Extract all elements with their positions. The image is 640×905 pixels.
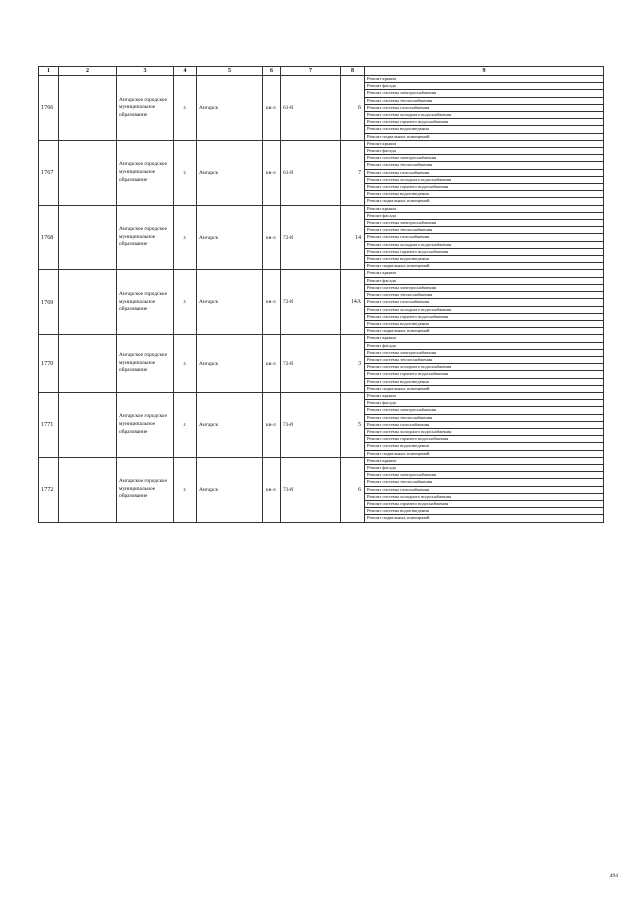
work-item: Ремонт системы теплоснабжения (365, 292, 604, 299)
work-item: Ремонт системы водоотведения (365, 320, 604, 327)
page-number: 494 (609, 873, 618, 879)
col-header-6: 6 (263, 67, 281, 76)
work-item: Ремонт подвальных помещений (365, 385, 604, 392)
street-name: 72-й (281, 270, 341, 335)
work-item: Ремонт подвальных помещений (365, 515, 604, 522)
house-number: 6 (341, 76, 365, 141)
table-row (39, 76, 604, 83)
work-item: Ремонт системы электроснабжения (365, 284, 604, 291)
empty-cell (59, 205, 117, 270)
work-item: Ремонт системы газоснабжения (365, 486, 604, 493)
city-name: Ангарск (197, 270, 263, 335)
record-number: 1766 (39, 76, 59, 141)
record-number: 1771 (39, 392, 59, 457)
work-item: Ремонт крыши (365, 76, 604, 83)
city-name: Ангарск (197, 76, 263, 141)
work-item: Ремонт системы горячего водоснабжения (365, 313, 604, 320)
work-item: Ремонт крыши (365, 457, 604, 464)
empty-cell (59, 392, 117, 457)
work-item: Ремонт системы холодного водоснабжения (365, 176, 604, 183)
work-item: Ремонт системы водоотведения (365, 508, 604, 515)
col-header-8: 8 (341, 67, 365, 76)
work-item: Ремонт системы газоснабжения (365, 169, 604, 176)
work-item: Ремонт крыши (365, 335, 604, 342)
municipality-name: Ангарское городское муниципальное образование (117, 457, 174, 522)
record-number: 1767 (39, 140, 59, 205)
house-number: 5 (341, 392, 365, 457)
work-item: Ремонт фасада (365, 400, 604, 407)
street-name: 73-й (281, 392, 341, 457)
house-number: 3 (341, 335, 365, 393)
col-header-3: 3 (117, 67, 174, 76)
work-item: Ремонт системы электроснабжения (365, 349, 604, 356)
empty-cell (59, 457, 117, 522)
table-body (39, 76, 604, 523)
work-item: Ремонт системы теплоснабжения (365, 227, 604, 234)
table-row (39, 270, 604, 277)
col-header-5: 5 (197, 67, 263, 76)
empty-cell (59, 270, 117, 335)
col-header-4: 4 (174, 67, 197, 76)
house-number: 7 (341, 140, 365, 205)
empty-cell (59, 140, 117, 205)
municipality-name: Ангарское городское муниципальное образование (117, 205, 174, 270)
empty-cell (59, 76, 117, 141)
house-number: 14А (341, 270, 365, 335)
table-row (39, 140, 604, 147)
city-name: Ангарск (197, 205, 263, 270)
street-type: кв-л (263, 392, 281, 457)
work-item: Ремонт подвальных помещений (365, 328, 604, 335)
work-item: Ремонт фасада (365, 212, 604, 219)
work-item: Ремонт фасада (365, 277, 604, 284)
work-item: Ремонт фасада (365, 342, 604, 349)
city-name: Ангарск (197, 335, 263, 393)
record-number: 1769 (39, 270, 59, 335)
work-item: Ремонт системы холодного водоснабжения (365, 241, 604, 248)
work-item: Ремонт системы горячего водоснабжения (365, 371, 604, 378)
settlement-type: г. (174, 76, 197, 141)
municipality-name: Ангарское городское муниципальное образование (117, 392, 174, 457)
table-row (39, 335, 604, 342)
work-item: Ремонт крыши (365, 140, 604, 147)
street-type: кв-л (263, 457, 281, 522)
settlement-type: г. (174, 392, 197, 457)
work-item: Ремонт системы водоотведения (365, 191, 604, 198)
work-item: Ремонт системы электроснабжения (365, 407, 604, 414)
empty-cell (59, 335, 117, 393)
col-header-2: 2 (59, 67, 117, 76)
record-number: 1772 (39, 457, 59, 522)
work-item: Ремонт системы электроснабжения (365, 472, 604, 479)
municipality-name: Ангарское городское муниципальное образование (117, 335, 174, 393)
city-name: Ангарск (197, 392, 263, 457)
col-header-9: 9 (365, 67, 604, 76)
work-item: Ремонт крыши (365, 392, 604, 399)
work-item: Ремонт системы газоснабжения (365, 104, 604, 111)
work-item: Ремонт системы холодного водоснабжения (365, 493, 604, 500)
work-item: Ремонт системы газоснабжения (365, 299, 604, 306)
street-type: кв-л (263, 140, 281, 205)
work-item: Ремонт фасада (365, 83, 604, 90)
work-item: Ремонт крыши (365, 205, 604, 212)
street-name: 72-й (281, 335, 341, 393)
street-type: кв-л (263, 76, 281, 141)
col-header-7: 7 (281, 67, 341, 76)
work-item: Ремонт системы горячего водоснабжения (365, 436, 604, 443)
work-item: Ремонт подвальных помещений (365, 450, 604, 457)
work-item: Ремонт системы горячего водоснабжения (365, 500, 604, 507)
settlement-type: г. (174, 457, 197, 522)
work-item: Ремонт системы газоснабжения (365, 421, 604, 428)
work-item: Ремонт крыши (365, 270, 604, 277)
work-item: Ремонт системы холодного водоснабжения (365, 428, 604, 435)
street-type: кв-л (263, 205, 281, 270)
record-number: 1770 (39, 335, 59, 393)
house-number: 14 (341, 205, 365, 270)
document-sheet (38, 66, 603, 523)
municipality-name: Ангарское городское муниципальное образование (117, 76, 174, 141)
house-number: 6 (341, 457, 365, 522)
settlement-type: г. (174, 335, 197, 393)
record-number: 1768 (39, 205, 59, 270)
work-item: Ремонт фасада (365, 464, 604, 471)
table-row (39, 457, 604, 464)
street-name: 61-й (281, 76, 341, 141)
work-item: Ремонт фасада (365, 148, 604, 155)
work-item: Ремонт системы газоснабжения (365, 234, 604, 241)
table-row (39, 392, 604, 399)
street-name: 73-й (281, 457, 341, 522)
work-item: Ремонт системы водоотведения (365, 378, 604, 385)
work-item: Ремонт системы горячего водоснабжения (365, 248, 604, 255)
work-item: Ремонт системы теплоснабжения (365, 414, 604, 421)
work-item: Ремонт системы холодного водоснабжения (365, 112, 604, 119)
municipality-name: Ангарское городское муниципальное образование (117, 140, 174, 205)
work-item: Ремонт системы теплоснабжения (365, 356, 604, 363)
work-item: Ремонт подвальных помещений (365, 133, 604, 140)
work-item: Ремонт системы холодного водоснабжения (365, 306, 604, 313)
work-item: Ремонт системы теплоснабжения (365, 97, 604, 104)
col-header-1: 1 (39, 67, 59, 76)
street-type: кв-л (263, 270, 281, 335)
street-name: 72-й (281, 205, 341, 270)
work-item: Ремонт системы электроснабжения (365, 220, 604, 227)
street-name: 61-й (281, 140, 341, 205)
work-item: Ремонт системы электроснабжения (365, 90, 604, 97)
repair-register-table (38, 66, 604, 523)
settlement-type: г. (174, 205, 197, 270)
city-name: Ангарск (197, 457, 263, 522)
work-item: Ремонт системы холодного водоснабжения (365, 364, 604, 371)
work-item: Ремонт подвальных помещений (365, 263, 604, 270)
settlement-type: г. (174, 270, 197, 335)
work-item: Ремонт системы теплоснабжения (365, 162, 604, 169)
work-item: Ремонт системы горячего водоснабжения (365, 184, 604, 191)
street-type: кв-л (263, 335, 281, 393)
work-item: Ремонт системы теплоснабжения (365, 479, 604, 486)
settlement-type: г. (174, 140, 197, 205)
header-row (39, 67, 604, 76)
table-row (39, 205, 604, 212)
work-item: Ремонт системы горячего водоснабжения (365, 119, 604, 126)
work-item: Ремонт системы водоотведения (365, 256, 604, 263)
work-item: Ремонт подвальных помещений (365, 198, 604, 205)
municipality-name: Ангарское городское муниципальное образование (117, 270, 174, 335)
work-item: Ремонт системы водоотведения (365, 443, 604, 450)
work-item: Ремонт системы электроснабжения (365, 155, 604, 162)
work-item: Ремонт системы водоотведения (365, 126, 604, 133)
city-name: Ангарск (197, 140, 263, 205)
